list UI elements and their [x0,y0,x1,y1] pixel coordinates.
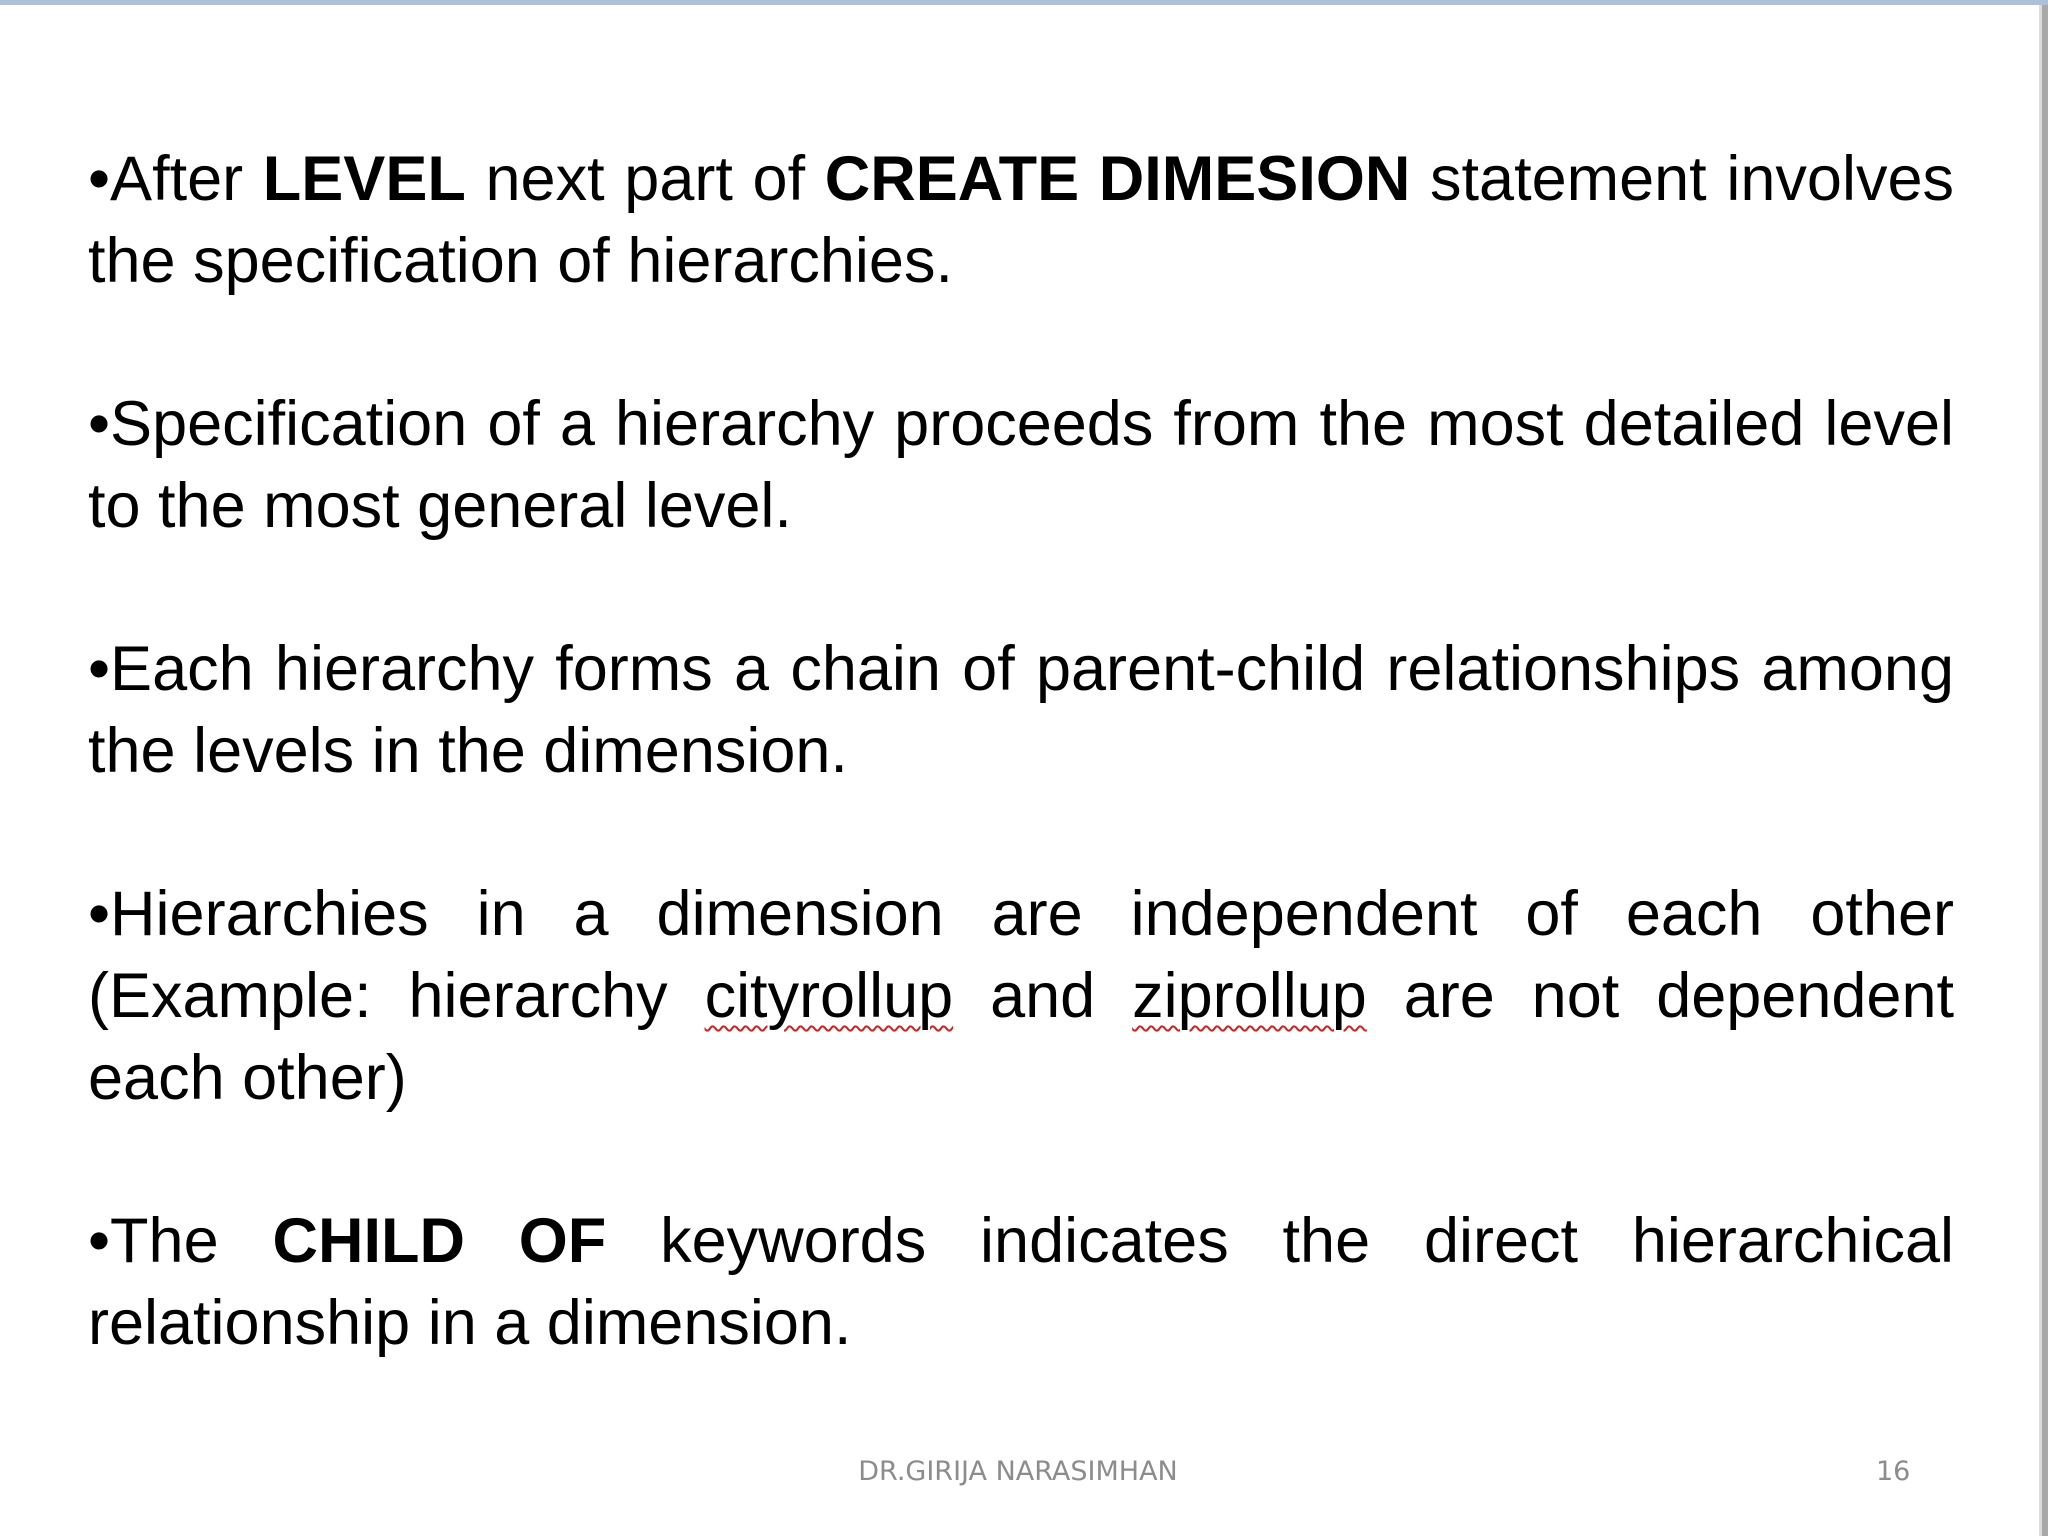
footer-author: DR.GIRIJA NARASIMHAN [858,1456,1178,1487]
slide-footer [0,1456,2036,1496]
slide-number: 16 [1876,1456,1911,1487]
bullet-text: are not dependent each other) [88,961,1954,1113]
window-edge [2042,5,2048,1536]
spellcheck-flagged-word: cityrollup [704,961,954,1031]
slide [0,10,2036,1536]
bullet-text: and [953,961,1133,1031]
bullet-text: •The [88,1206,273,1276]
bullet-list [88,138,1954,1445]
bullet-text: •Specification of a hierarchy proceeds from the most detailed level to the most general level. [88,389,1954,541]
bullet-paragraph [88,383,1954,547]
spellcheck-flagged-word: ziprollup [1132,961,1367,1031]
bullet-paragraph [88,138,1954,302]
bullet-paragraph [88,873,1954,1119]
keyword-text: CHILD OF [272,1206,607,1276]
keyword-text: LEVEL [262,144,466,214]
bullet-text: •Hierarchies in a dimension are independent of each other (Example: hierarchy [88,879,1954,1031]
bullet-text: statement involves the specification of hierarchies. [88,144,1954,296]
bullet-paragraph [88,628,1954,792]
keyword-text: CREATE DIMESION [824,144,1411,214]
bullet-text: next part of [465,144,825,214]
bullet-paragraph [88,1200,1954,1364]
bullet-text: •After [88,144,263,214]
bullet-text: •Each hierarchy forms a chain of parent-child relationships among the levels in the dimension. [88,634,1954,786]
bullet-text: keywords indicates the direct hierarchical relationship in a dimension. [88,1206,1955,1358]
